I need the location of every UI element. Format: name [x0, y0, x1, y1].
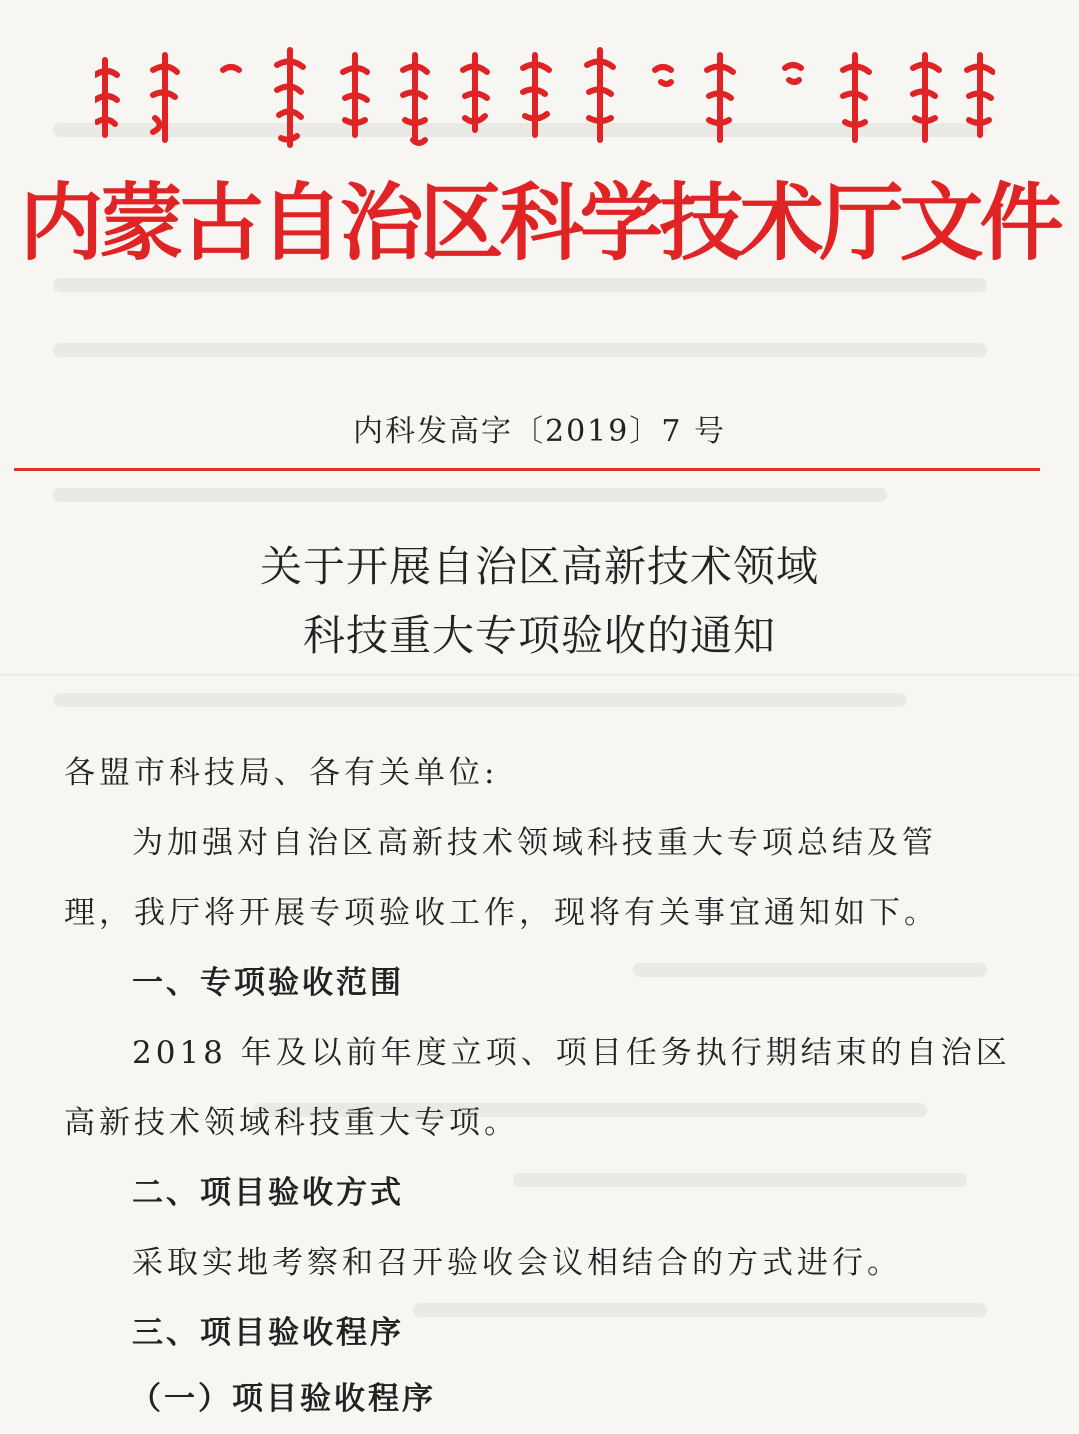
section-1-line-2: 高新技术领域科技重大专项。: [64, 1105, 519, 1141]
intro-paragraph-line-1: 为加强对自治区高新技术领域科技重大专项总结及管: [132, 825, 937, 861]
red-divider-line: [14, 468, 1040, 471]
notice-title-line-1: 关于开展自治区高新技术领域: [259, 542, 819, 591]
document-number: 内科发高字〔2019〕7 号: [353, 414, 726, 449]
salutation: 各盟市科技局、各有关单位:: [64, 755, 499, 791]
section-1-heading: 一、专项验收范围: [132, 965, 404, 1001]
section-2-heading: 二、项目验收方式: [132, 1175, 404, 1211]
mongolian-title-glyphs: [95, 40, 995, 150]
notice-title-line-2: 科技重大专项验收的通知: [302, 611, 776, 660]
subsection-1-heading: （一）项目验收程序: [130, 1381, 436, 1417]
intro-paragraph-line-2: 理，我厅将开展专项验收工作，现将有关事宜通知如下。: [64, 895, 939, 931]
section-2-text: 采取实地考察和召开验收会议相结合的方式进行。: [132, 1245, 902, 1281]
section-1-line-1: 2018 年及以前年度立项、项目任务执行期结束的自治区: [132, 1035, 1011, 1071]
agency-title: 内蒙古自治区科学技术厅文件: [19, 174, 1060, 272]
section-3-heading: 三、项目验收程序: [132, 1315, 404, 1351]
mongolian-title-text: Mongolian script title: [95, 40, 106, 41]
